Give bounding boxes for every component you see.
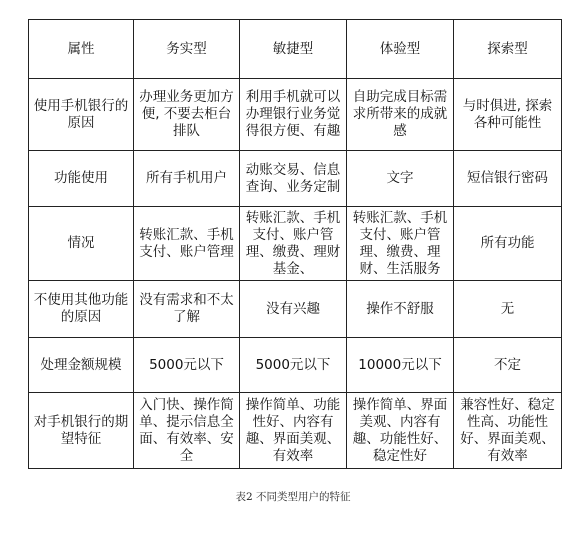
row-label: 使用手机银行的原因 bbox=[29, 79, 134, 151]
table-cell: 入门快、操作简单、提示信息全面、有效率、安全 bbox=[134, 393, 240, 469]
table-cell: 兼容性好、稳定性高、功能性好、界面美观、有效率 bbox=[454, 393, 562, 469]
row-label: 不使用其他功能的原因 bbox=[29, 281, 134, 338]
table-row bbox=[29, 79, 562, 151]
table-cell: 所有功能 bbox=[454, 207, 562, 281]
table-cell: 操作简单、界面美观、内容有趣、功能性好、稳定性好 bbox=[347, 393, 454, 469]
table-cell: 没有需求和不太了解 bbox=[134, 281, 240, 338]
table-cell: 转账汇款、手机支付、账户管理 bbox=[134, 207, 240, 281]
table-cell: 转账汇款、手机支付、账户管理、缴费、理财、生活服务 bbox=[347, 207, 454, 281]
table-cell: 操作不舒服 bbox=[347, 281, 454, 338]
row-label: 处理金额规模 bbox=[29, 338, 134, 393]
table-cell: 转账汇款、手机支付、账户管理、缴费、理财基金、 bbox=[240, 207, 347, 281]
table-cell: 所有手机用户 bbox=[134, 151, 240, 207]
row-label: 情况 bbox=[29, 207, 134, 281]
header-cell-explorer: 探索型 bbox=[454, 20, 562, 79]
table-row bbox=[29, 207, 562, 281]
table-row bbox=[29, 393, 562, 469]
header-cell-agile: 敏捷型 bbox=[240, 20, 347, 79]
header-cell-attribute: 属性 bbox=[29, 20, 134, 79]
table-cell: 办理业务更加方便, 不要去柜台排队 bbox=[134, 79, 240, 151]
table-cell: 没有兴趣 bbox=[240, 281, 347, 338]
table-cell: 10000元以下 bbox=[347, 338, 454, 393]
table-row bbox=[29, 151, 562, 207]
table-cell: 无 bbox=[454, 281, 562, 338]
table-cell: 与时俱进, 探索各种可能性 bbox=[454, 79, 562, 151]
table-cell: 自助完成目标需求所带来的成就感 bbox=[347, 79, 454, 151]
table-cell: 5000元以下 bbox=[240, 338, 347, 393]
table-cell: 短信银行密码 bbox=[454, 151, 562, 207]
table-cell: 利用手机就可以办理银行业务觉得很方便、有趣 bbox=[240, 79, 347, 151]
table-cell: 操作简单、功能性好、内容有趣、界面美观、有效率 bbox=[240, 393, 347, 469]
table-row bbox=[29, 281, 562, 338]
header-cell-experience: 体验型 bbox=[347, 20, 454, 79]
table-cell: 动账交易、信息查询、业务定制 bbox=[240, 151, 347, 207]
table-cell: 5000元以下 bbox=[134, 338, 240, 393]
table-header-row bbox=[29, 20, 562, 79]
table-row bbox=[29, 338, 562, 393]
table-cell: 文字 bbox=[347, 151, 454, 207]
user-type-table bbox=[28, 19, 562, 469]
table-caption: 表2 不同类型用户的特征 bbox=[235, 491, 351, 503]
header-cell-pragmatic: 务实型 bbox=[134, 20, 240, 79]
table-cell: 不定 bbox=[454, 338, 562, 393]
row-label: 对手机银行的期望特征 bbox=[29, 393, 134, 469]
row-label: 功能使用 bbox=[29, 151, 134, 207]
